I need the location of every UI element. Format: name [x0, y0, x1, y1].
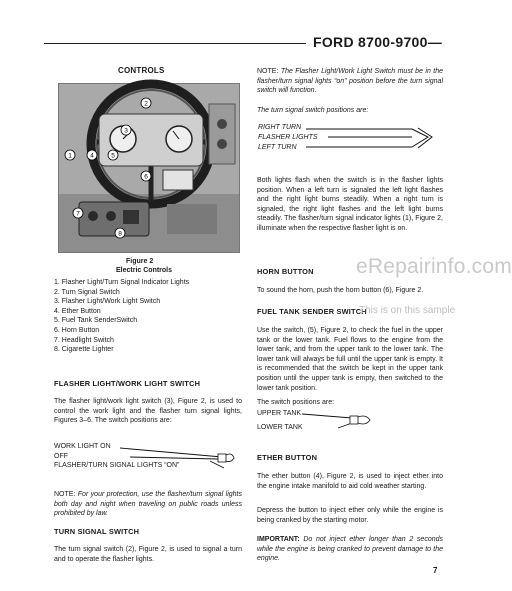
- page-number: 7: [433, 566, 438, 575]
- svg-text:5: 5: [111, 152, 115, 160]
- svg-text:3: 3: [124, 127, 128, 135]
- flasher-position-work-light: WORK LIGHT ON: [54, 443, 111, 450]
- callout-6: [141, 171, 151, 181]
- svg-text:8: 8: [118, 230, 122, 238]
- watermark-sample: This is on this sample: [359, 305, 456, 316]
- legend-item: 8. Cigarette Lighter: [54, 346, 114, 354]
- fuel-position-lower: LOWER TANK: [257, 424, 303, 431]
- important-text: Do not inject ether longer than 2 seconds while the engine is being cranked to prevent damage to the engine.: [257, 536, 443, 563]
- note-right-label: NOTE:: [257, 68, 279, 75]
- legend-item: 1. Flasher Light/Turn Signal Indicator Lights: [54, 279, 190, 286]
- fuel-position-upper: UPPER TANK: [257, 410, 302, 417]
- controls-heading: CONTROLS: [118, 66, 165, 75]
- svg-text:4: 4: [90, 152, 94, 160]
- figure-legend: [54, 278, 242, 355]
- ether-body-1: The ether button (4), Figure 2, is used to inject ether into the engine intake manifold to aid cold weather starting.: [257, 473, 443, 490]
- horn-body: To sound the horn, push the horn button (6), Figure 2.: [257, 287, 424, 294]
- flasher-body: The flasher light/work light switch (3), Figure 2, is used to control the work light and the flasher turn signal lights, Figures 3–6. The switch positions are:: [54, 398, 242, 425]
- note-right: [257, 67, 443, 96]
- turn-switch-diagram: [300, 120, 443, 154]
- header-rule: [44, 43, 306, 44]
- svg-text:2: 2: [144, 100, 148, 108]
- svg-text:7: 7: [76, 210, 80, 218]
- horn-heading: HORN BUTTON: [257, 267, 314, 276]
- callout-5: [108, 150, 118, 160]
- turn-position-left: LEFT TURN: [258, 144, 297, 151]
- turn-signal-body: The turn signal switch (2), Figure 2, is used to signal a turn and to operate the flasher lights.: [54, 546, 242, 563]
- turn-signal-heading: TURN SIGNAL SWITCH: [54, 527, 140, 536]
- turn-signal-description: Both lights flash when the switch is in the flasher lights position. When a left turn is signaled the left light flashes and the right light burns steadily. When a right turn is signaled, the right light flashes and the left light burns steadily. The flasher/turn signal indicator lights (1), Figure 2, illuminate when the respective flasher light is on.: [257, 177, 443, 232]
- turn-position-right: RIGHT TURN: [258, 124, 302, 131]
- fuel-positions-intro: The switch positions are:: [257, 399, 335, 406]
- note-left-label: NOTE:: [54, 491, 76, 498]
- turn-position-flasher: FLASHER LIGHTS: [258, 134, 318, 141]
- callout-7: [73, 208, 83, 218]
- ether-important: [257, 535, 443, 564]
- figure-callouts: [58, 83, 238, 251]
- ether-body-2: Depress the button to inject ether only while the engine is being cranked by the starting motor.: [257, 507, 443, 524]
- turn-positions-intro: The turn signal switch positions are:: [257, 107, 369, 114]
- callout-8: [115, 228, 125, 238]
- note-right-text: The Flasher Light/Work Light Switch must be in the flasher/turn signal lights “on” position before the turn signal switch will function.: [257, 68, 443, 95]
- fuel-switch-diagram: [300, 408, 390, 434]
- figure-number: Figure 2: [126, 258, 154, 265]
- ether-heading: ETHER BUTTON: [257, 453, 318, 462]
- legend-item: 4. Ether Button: [54, 307, 101, 315]
- svg-text:6: 6: [144, 173, 148, 181]
- callout-1: [65, 150, 75, 160]
- legend-item: 5. Fuel Tank SenderSwitch: [54, 317, 138, 325]
- important-label: IMPORTANT:: [257, 536, 300, 543]
- svg-text:1: 1: [68, 152, 72, 160]
- note-left-text: For your protection, use the flasher/turn signal lights both day and night when traveling on public roads unless prohibited by law.: [54, 491, 242, 518]
- fuel-body: Use the switch, (5), Figure 2, to check the fuel in the upper tank or the lower tank. Fuel flows to the engine from the lower tank, and from the upper tank to the lower tank. The lower tank will always be full until the upper tank is empty. It is recommended that the switch be kept in the upper tank position until the upper tank is empty, then switched to the lower tank position.: [257, 327, 443, 392]
- legend-item: 6. Horn Button: [54, 326, 100, 334]
- flasher-position-flasher: FLASHER/TURN SIGNAL LIGHTS “ON”: [54, 462, 180, 469]
- legend-item: 3. Flasher Light/Work Light Switch: [54, 298, 161, 306]
- legend-item: 7. Headlight Switch: [54, 336, 114, 344]
- callout-2: [141, 98, 151, 108]
- watermark-logo: eRepairinfo.com: [356, 255, 512, 278]
- callout-4: [87, 150, 97, 160]
- page-header: FORD 8700-9700—: [313, 34, 443, 50]
- flasher-heading: FLASHER LIGHT/WORK LIGHT SWITCH: [54, 379, 201, 388]
- fuel-heading: FUEL TANK SENDER SWITCH: [257, 307, 367, 316]
- note-left: [54, 490, 242, 519]
- figure-title: Electric Controls: [116, 267, 173, 274]
- flasher-position-off: OFF: [54, 453, 68, 460]
- legend-item: 2. Turn Signal Switch: [54, 288, 120, 296]
- flasher-switch-diagram: [120, 442, 240, 472]
- callout-3: [121, 125, 131, 135]
